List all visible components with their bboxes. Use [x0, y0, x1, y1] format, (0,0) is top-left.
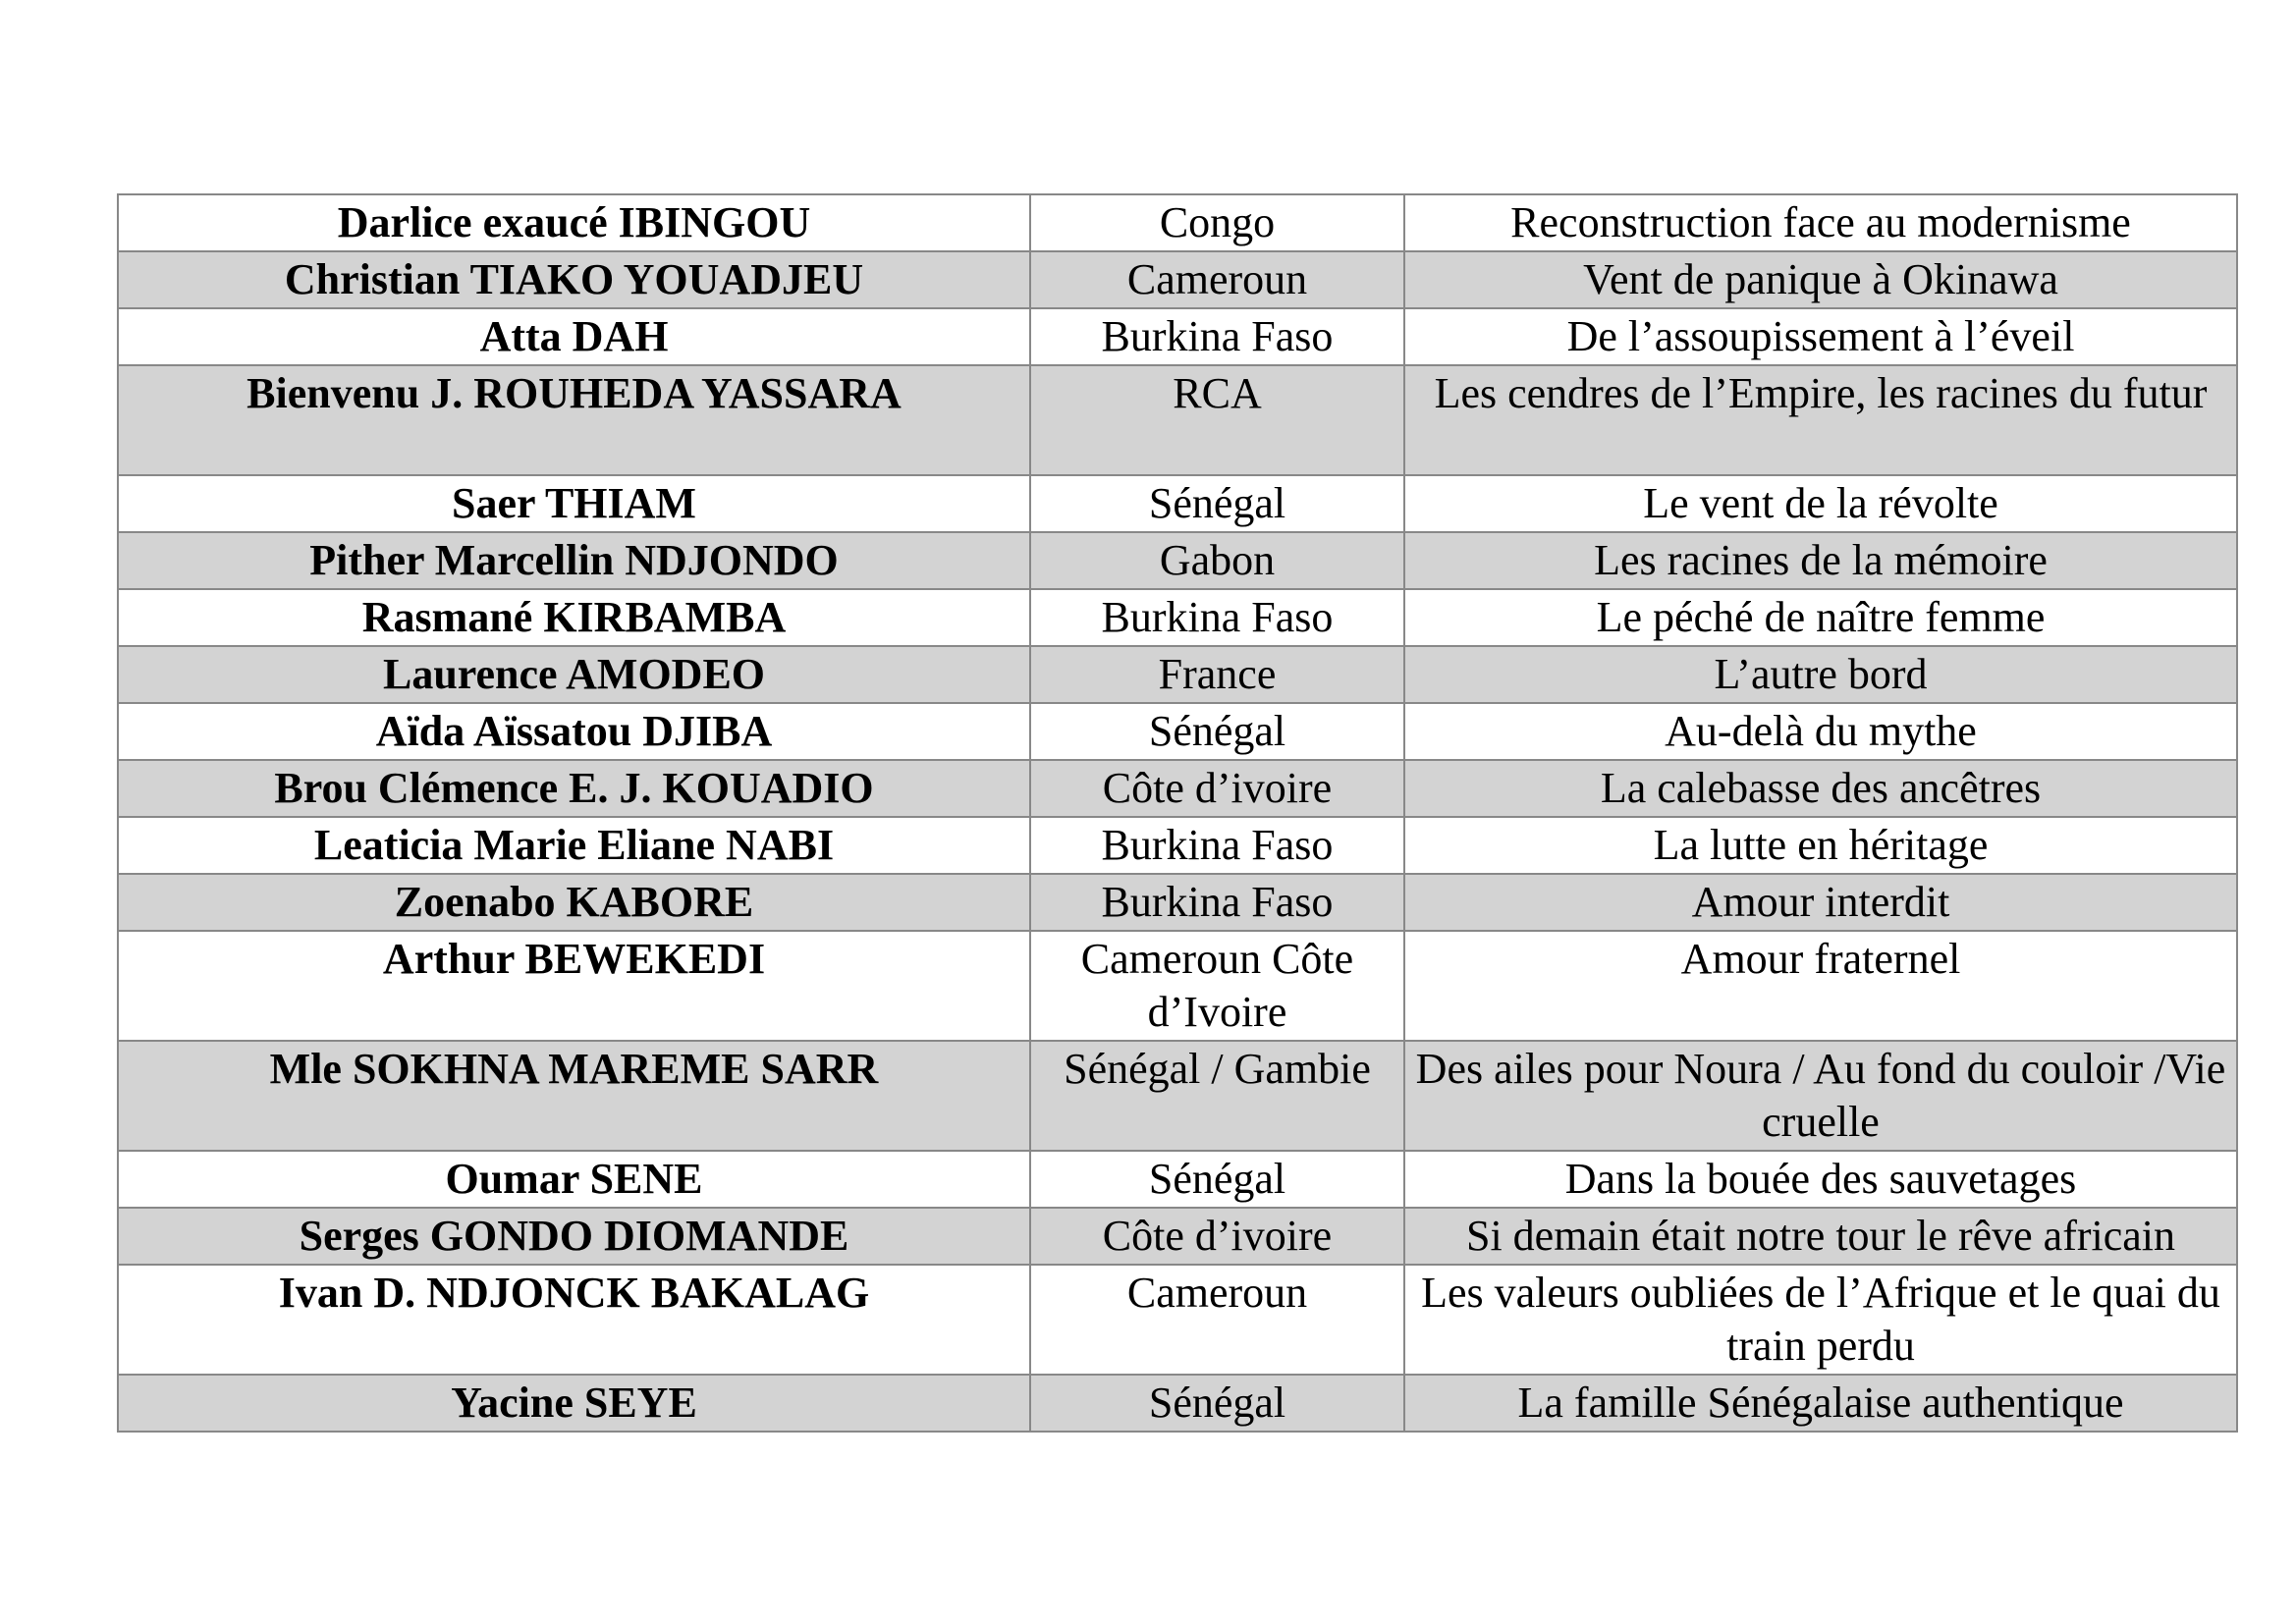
table-row [118, 308, 2237, 365]
table-row [118, 874, 2237, 931]
table-row [118, 532, 2237, 589]
title-cell: Les racines de la mémoire [1404, 532, 2237, 589]
title-cell: Si demain était notre tour le rêve africain [1404, 1208, 2237, 1265]
country-cell: Cameroun [1030, 251, 1404, 308]
title-cell: La famille Sénégalaise authentique [1404, 1375, 2237, 1432]
table-row [118, 1265, 2237, 1375]
title-cell: Dans la bouée des sauvetages [1404, 1151, 2237, 1208]
name-cell: Bienvenu J. ROUHEDA YASSARA [118, 365, 1030, 475]
table-row [118, 365, 2237, 475]
title-cell: Les cendres de l’Empire, les racines du futur [1404, 365, 2237, 475]
table-body [118, 194, 2237, 1432]
table-row [118, 1208, 2237, 1265]
name-cell: Saer THIAM [118, 475, 1030, 532]
title-cell: Le vent de la révolte [1404, 475, 2237, 532]
country-cell: Sénégal / Gambie [1030, 1041, 1404, 1151]
title-cell: Le péché de naître femme [1404, 589, 2237, 646]
name-cell: Yacine SEYE [118, 1375, 1030, 1432]
table-row [118, 760, 2237, 817]
title-cell: Vent de panique à Okinawa [1404, 251, 2237, 308]
country-cell: Sénégal [1030, 1151, 1404, 1208]
name-cell: Pither Marcellin NDJONDO [118, 532, 1030, 589]
title-cell: La lutte en héritage [1404, 817, 2237, 874]
country-cell: Côte d’ivoire [1030, 760, 1404, 817]
country-cell: RCA [1030, 365, 1404, 475]
title-cell: Amour interdit [1404, 874, 2237, 931]
table-row [118, 703, 2237, 760]
title-cell: Amour fraternel [1404, 931, 2237, 1041]
name-cell: Ivan D. NDJONCK BAKALAG [118, 1265, 1030, 1375]
country-cell: Gabon [1030, 532, 1404, 589]
name-cell: Atta DAH [118, 308, 1030, 365]
name-cell: Mle SOKHNA MAREME SARR [118, 1041, 1030, 1151]
country-cell: Burkina Faso [1030, 589, 1404, 646]
title-cell: Des ailes pour Noura / Au fond du couloir /Vie cruelle [1404, 1041, 2237, 1151]
name-cell: Zoenabo KABORE [118, 874, 1030, 931]
table-row [118, 475, 2237, 532]
table-row [118, 1375, 2237, 1432]
title-cell: Reconstruction face au modernisme [1404, 194, 2237, 251]
table-row [118, 817, 2237, 874]
name-cell: Brou Clémence E. J. KOUADIO [118, 760, 1030, 817]
table-row [118, 646, 2237, 703]
country-cell: Congo [1030, 194, 1404, 251]
table-row [118, 1151, 2237, 1208]
name-cell: Rasmané KIRBAMBA [118, 589, 1030, 646]
title-cell: De l’assoupissement à l’éveil [1404, 308, 2237, 365]
table-row [118, 251, 2237, 308]
table-row [118, 589, 2237, 646]
name-cell: Arthur BEWEKEDI [118, 931, 1030, 1041]
name-cell: Laurence AMODEO [118, 646, 1030, 703]
country-cell: Burkina Faso [1030, 817, 1404, 874]
title-cell: Au-delà du mythe [1404, 703, 2237, 760]
title-cell: La calebasse des ancêtres [1404, 760, 2237, 817]
country-cell: Sénégal [1030, 703, 1404, 760]
name-cell: Aïda Aïssatou DJIBA [118, 703, 1030, 760]
table-row [118, 194, 2237, 251]
country-cell: Sénégal [1030, 475, 1404, 532]
country-cell: France [1030, 646, 1404, 703]
name-cell: Darlice exaucé IBINGOU [118, 194, 1030, 251]
name-cell: Serges GONDO DIOMANDE [118, 1208, 1030, 1265]
table-row [118, 1041, 2237, 1151]
name-cell: Oumar SENE [118, 1151, 1030, 1208]
name-cell: Christian TIAKO YOUADJEU [118, 251, 1030, 308]
country-cell: Cameroun Côte d’Ivoire [1030, 931, 1404, 1041]
table-row [118, 931, 2237, 1041]
title-cell: L’autre bord [1404, 646, 2237, 703]
title-cell: Les valeurs oubliées de l’Afrique et le quai du train perdu [1404, 1265, 2237, 1375]
country-cell: Sénégal [1030, 1375, 1404, 1432]
country-cell: Cameroun [1030, 1265, 1404, 1375]
country-cell: Burkina Faso [1030, 874, 1404, 931]
name-cell: Leaticia Marie Eliane NABI [118, 817, 1030, 874]
country-cell: Burkina Faso [1030, 308, 1404, 365]
participants-table [117, 193, 2238, 1433]
country-cell: Côte d’ivoire [1030, 1208, 1404, 1265]
